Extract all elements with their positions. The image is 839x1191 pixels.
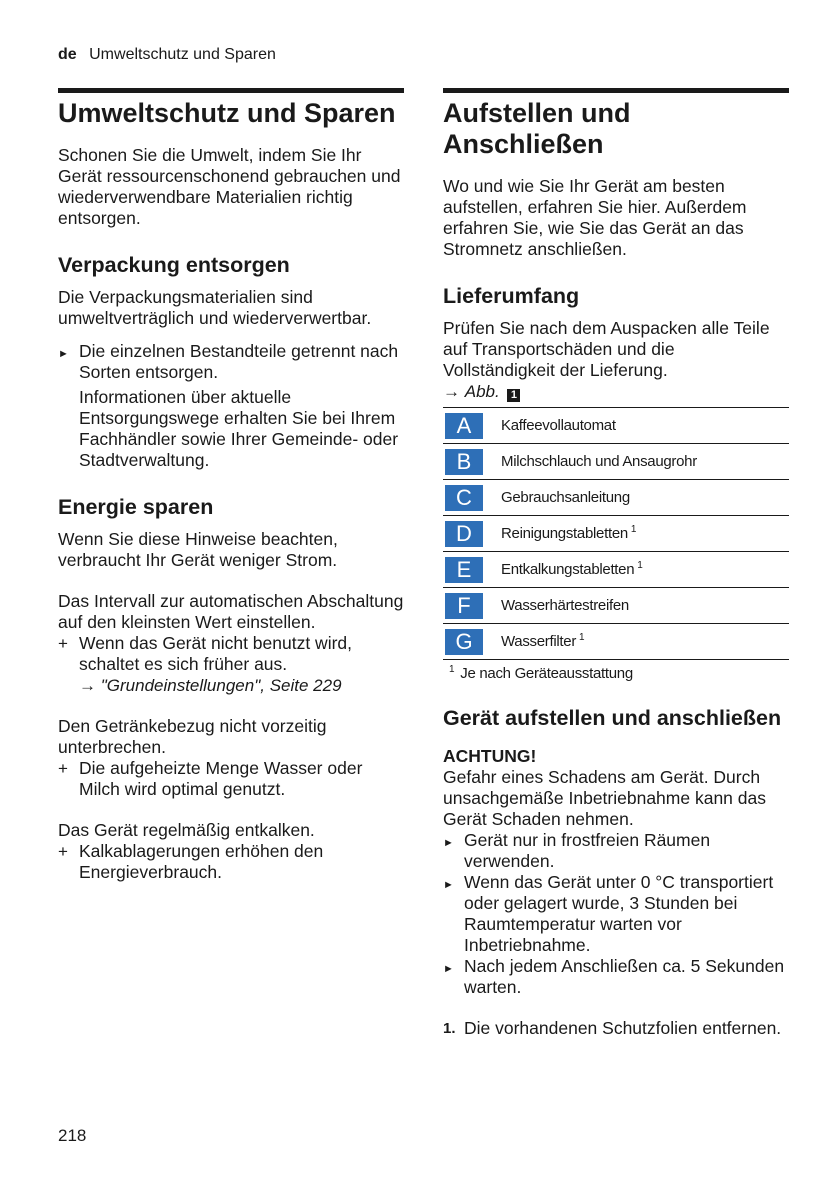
parts-row (443, 516, 789, 552)
part-label: Milchschlauch und Ansaugrohr (501, 453, 697, 470)
heading-packaging: Verpackung entsorgen (58, 253, 290, 277)
section-title-environment: Umweltschutz und Sparen (58, 98, 396, 128)
energy-tip-3: Das Gerät regelmäßig entkalken. (58, 820, 315, 840)
settings-reference-link[interactable]: → "Grundeinstellungen", Seite 229 (79, 676, 342, 695)
section-rule (58, 88, 404, 93)
part-letter-badge: G (445, 629, 483, 655)
parts-row (443, 588, 789, 624)
part-letter-badge: D (445, 521, 483, 547)
energy-tip-2-benefit: + Die aufgeheizte Menge Wasser oder Milch wird optimal genutzt. (58, 758, 363, 799)
warning-text: Gefahr eines Schadens am Gerät. Durch unsachgemäße Inbetriebnahme kann das Gerät Schaden nehmen. (443, 767, 766, 829)
left-column (58, 88, 404, 883)
warning-title: ACHTUNG! (443, 746, 537, 766)
parts-row (443, 480, 789, 516)
energy-tip-3-benefit: + Kalkablagerungen erhöhen den Energieverbrauch. (58, 841, 324, 882)
plus-icon: + (58, 759, 68, 778)
section-rule (443, 88, 789, 93)
table-footnote: $^1$ Je nach Geräteausstattung (449, 664, 633, 682)
plus-icon: + (58, 634, 68, 653)
packaging-text: Die Verpackungsmaterialien sind umweltverträglich und wiederverwertbar. (58, 287, 372, 328)
parts-row (443, 408, 789, 444)
packaging-info: Informationen über aktuelle Entsorgungswege erhalten Sie bei Ihrem Fachhändler sowie Ihrer Gemeinde- oder Stadtverwaltung. (79, 387, 399, 470)
part-label: Gebrauchsanleitung (501, 489, 630, 506)
header-section: Umweltschutz und Sparen (89, 46, 276, 63)
part-label: Reinigungstabletten $^1$ (501, 524, 637, 542)
part-label: Entkalkungstabletten $^1$ (501, 560, 643, 578)
heading-setup-connect: Gerät aufstellen und anschließen (443, 706, 782, 730)
part-letter-badge: F (445, 593, 483, 619)
setup-step: ► Gerät nur in frostfreien Räumen verwenden. (443, 830, 711, 871)
step-arrow-icon: ► (443, 837, 454, 849)
step-number: 1. (443, 1020, 456, 1037)
energy-tip-1: Das Intervall zur automatischen Abschaltung auf den kleinsten Wert einstellen. (58, 591, 404, 632)
right-column (443, 88, 789, 1039)
setup-steps (443, 830, 789, 998)
energy-intro: Wenn Sie diese Hinweise beachten, verbraucht Ihr Gerät weniger Strom. (58, 529, 338, 570)
environment-intro: Schonen Sie die Umwelt, indem Sie Ihr Gerät ressourcenschonend gebrauchen und wiederverwendbare Materialien richtig entsorgen. (58, 145, 401, 228)
energy-tip-2: Den Getränkebezug nicht vorzeitig unterbrechen. (58, 716, 327, 757)
parts-row (443, 552, 789, 588)
part-letter-badge: C (445, 485, 483, 511)
arrow-right-icon: → (79, 676, 96, 695)
page-number: 218 (58, 1126, 87, 1145)
setup-intro: Wo und wie Sie Ihr Gerät am besten aufstellen, erfahren Sie hier. Außerdem erfahren Sie, wie Sie das Gerät an das Stromnetz anschließen. (443, 176, 747, 259)
figure-number-badge: 1 (507, 389, 520, 402)
energy-tip-1-benefit: + Wenn das Gerät nicht benutzt wird, schaltet es sich früher aus. (58, 633, 353, 674)
setup-step: ► Nach jedem Anschließen ca. 5 Sekunden warten. (443, 956, 785, 997)
part-label: Wasserfilter $^1$ (501, 632, 585, 650)
heading-scope-of-delivery: Lieferumfang (443, 284, 580, 308)
section-title-setup: Aufstellen und Anschließen (443, 98, 631, 159)
language-code: de (58, 46, 77, 63)
scope-text: Prüfen Sie nach dem Auspacken alle Teile auf Transportschäden und die Vollständigkeit der Lieferung. (443, 318, 770, 380)
arrow-right-icon: → (443, 382, 460, 401)
plus-icon: + (58, 842, 68, 861)
packaging-step: ► Die einzelnen Bestandteile getrennt nach Sorten entsorgen. (58, 341, 399, 382)
heading-energy: Energie sparen (58, 495, 214, 519)
step-arrow-icon: ► (443, 879, 454, 891)
numbered-step: 1. Die vorhandenen Schutzfolien entfernen. (443, 1018, 782, 1038)
part-label: Wasserhärtestreifen (501, 597, 629, 614)
part-letter-badge: B (445, 449, 483, 475)
setup-step: ► Wenn das Gerät unter 0 °C transportiert oder gelagert wurde, 3 Stunden bei Raumtemperatur warten vor Inbetriebnahme. (443, 872, 774, 955)
step-arrow-icon: ► (443, 963, 454, 975)
part-letter-badge: A (445, 413, 483, 439)
parts-row (443, 444, 789, 480)
page-header (58, 46, 276, 64)
part-label: Kaffeevollautomat (501, 417, 616, 434)
step-arrow-icon: ► (58, 348, 69, 360)
figure-reference-link[interactable]: → Abb. 1 (443, 381, 789, 402)
parts-row (443, 624, 789, 660)
delivery-parts-table (443, 407, 789, 660)
part-letter-badge: E (445, 557, 483, 583)
